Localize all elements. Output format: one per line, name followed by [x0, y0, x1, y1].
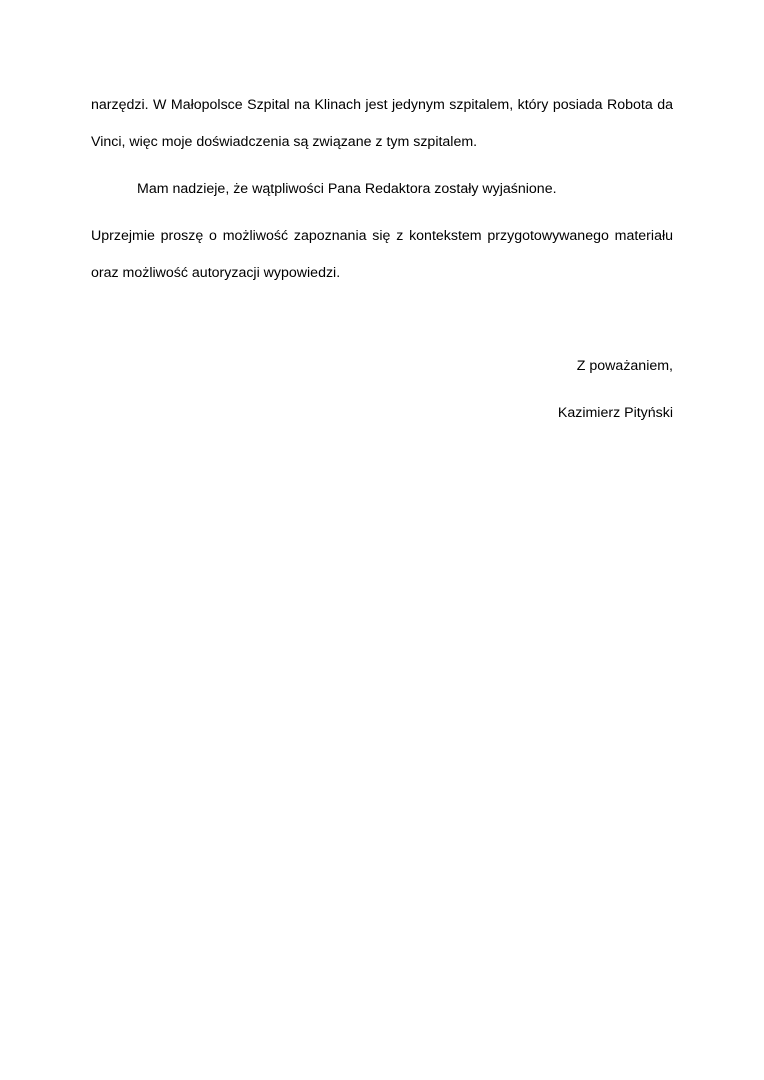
- paragraph-1-line-1: narzędzi. W Małopolsce Szpital na Klinach jest jedynym szpitalem, który posiada Robota da: [91, 97, 673, 113]
- paragraph-3-line-2: oraz możliwość autoryzacji wypowiedzi.: [91, 265, 341, 281]
- paragraph-1-line-2: Vinci, więc moje doświadczenia są związane z tym szpitalem.: [91, 134, 478, 150]
- closing-salutation: Z poważaniem,: [576, 358, 673, 374]
- signature-name: Kazimierz Pityński: [557, 405, 673, 421]
- paragraph-3-line-1: Uprzejmie proszę o możliwość zapoznania się z kontekstem przygotowywanego materiału: [91, 228, 673, 244]
- paragraph-2-line-1: Mam nadzieje, że wątpliwości Pana Redaktora zostały wyjaśnione.: [137, 181, 557, 197]
